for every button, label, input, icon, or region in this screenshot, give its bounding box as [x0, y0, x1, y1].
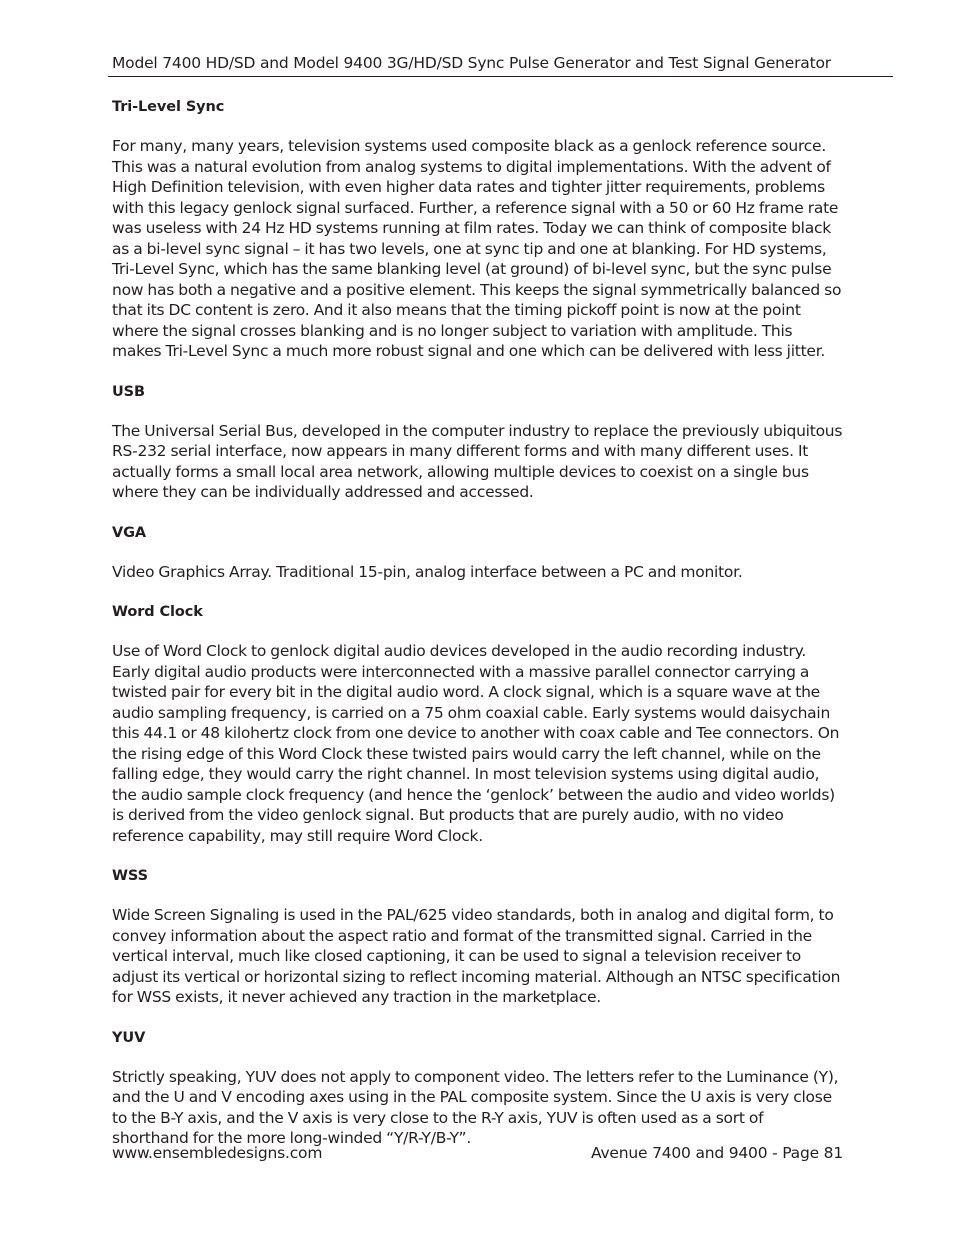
section-heading: VGA	[112, 524, 147, 541]
page-header: Model 7400 HD/SD and Model 9400 3G/HD/SD Sync Pulse Generator and Test Signal Generator	[112, 54, 831, 72]
section-usb	[112, 381, 844, 503]
section-heading: Word Clock	[112, 604, 203, 620]
document-body	[112, 96, 844, 1168]
section-word-clock	[112, 601, 844, 846]
section-paragraph: Video Graphics Array. Traditional 15-pin, analog interface between a PC and monitor.	[112, 562, 743, 581]
footer-website: www.ensembledesigns.com	[112, 1144, 323, 1162]
section-wss	[112, 865, 844, 1008]
section-paragraph: For many, many years, television systems used composite black as a genlock reference source. This was a natural evolution from analog systems to digital implementations. With the advent of High Definition television, with even higher data rates and tighter jitter requirements, problems with this legacy genlock signal surfaced. Further, a reference signal with a 50 or 60 Hz frame rate was useless with 24 Hz HD systems running at film rates. Today we can think of composite black as a bi-level sync signal – it has two levels, one at sync tip and one at blanking. For HD systems, Tri-Level Sync, which has the same blanking level (at ground) of bi-level sync, but the sync pulse now has both a negative and a positive element. This keeps the signal symmetrically balanced so that its DC content is zero. And it also means that the timing pickoff point is now at the point where the signal crosses blanking and is no longer subject to variation with amplitude. This makes Tri-Level Sync a much more robust signal and one which can be delivered with less jitter.	[112, 137, 842, 360]
section-heading: WSS	[112, 868, 148, 884]
section-paragraph: Wide Screen Signaling is used in the PAL/625 video standards, both in analog and digital form, to convey information about the aspect ratio and format of the transmitted signal. Carried in the vertical interval, much like closed captioning, it can be used to signal a television receiver to adjust its vertical or horizontal sizing to reflect incoming material. Although an NTSC specification for WSS exists, it never achieved any traction in the marketplace.	[112, 906, 841, 1006]
section-tri-level-sync	[112, 96, 844, 362]
section-heading: YUV	[112, 1029, 146, 1046]
section-paragraph: Use of Word Clock to genlock digital audio devices developed in the audio recording industry. Early digital audio products were interconnected with a massive parallel connector carrying a twisted pair for every bit in the digital audio word. A clock signal, which is a square wave at the audio sampling frequency, is carried on a 75 ohm coaxial cable. Early systems would daisychain this 44.1 or 48 kilohertz clock from one device to another with coax cable and Tee connectors. On the rising edge of this Word Clock these twisted pairs would carry the left channel, while on the falling edge, they would carry the right channel. In most television systems using digital audio, the audio sample clock frequency (and hence the ‘genlock’ between the audio and video worlds) is derived from the video genlock signal. But products that are purely audio, with no video reference capability, may still require Word Clock.	[112, 642, 840, 845]
section-paragraph: The Universal Serial Bus, developed in the computer industry to replace the previously ubiquitous RS-232 serial interface, now appears in many different forms and with many different uses. It actually forms a small local area network, allowing multiple devices to coexist on a single bus where they can be individually addressed and accessed.	[112, 421, 843, 501]
section-yuv	[112, 1027, 844, 1149]
section-heading: USB	[112, 383, 145, 400]
section-heading: Tri-Level Sync	[112, 99, 225, 115]
footer-page-label: Avenue 7400 and 9400 - Page 81	[590, 1144, 843, 1162]
section-paragraph: Strictly speaking, YUV does not apply to component video. The letters refer to the Luminance (Y), and the U and V encoding axes using in the PAL composite system. Since the U axis is very close to the B-Y axis, and the V axis is very close to the R-Y axis, YUV is often used as a sort of shorthand for the more long-winded “Y/R-Y/B-Y”.	[112, 1067, 839, 1147]
section-vga	[112, 522, 844, 583]
header-divider	[108, 76, 893, 77]
